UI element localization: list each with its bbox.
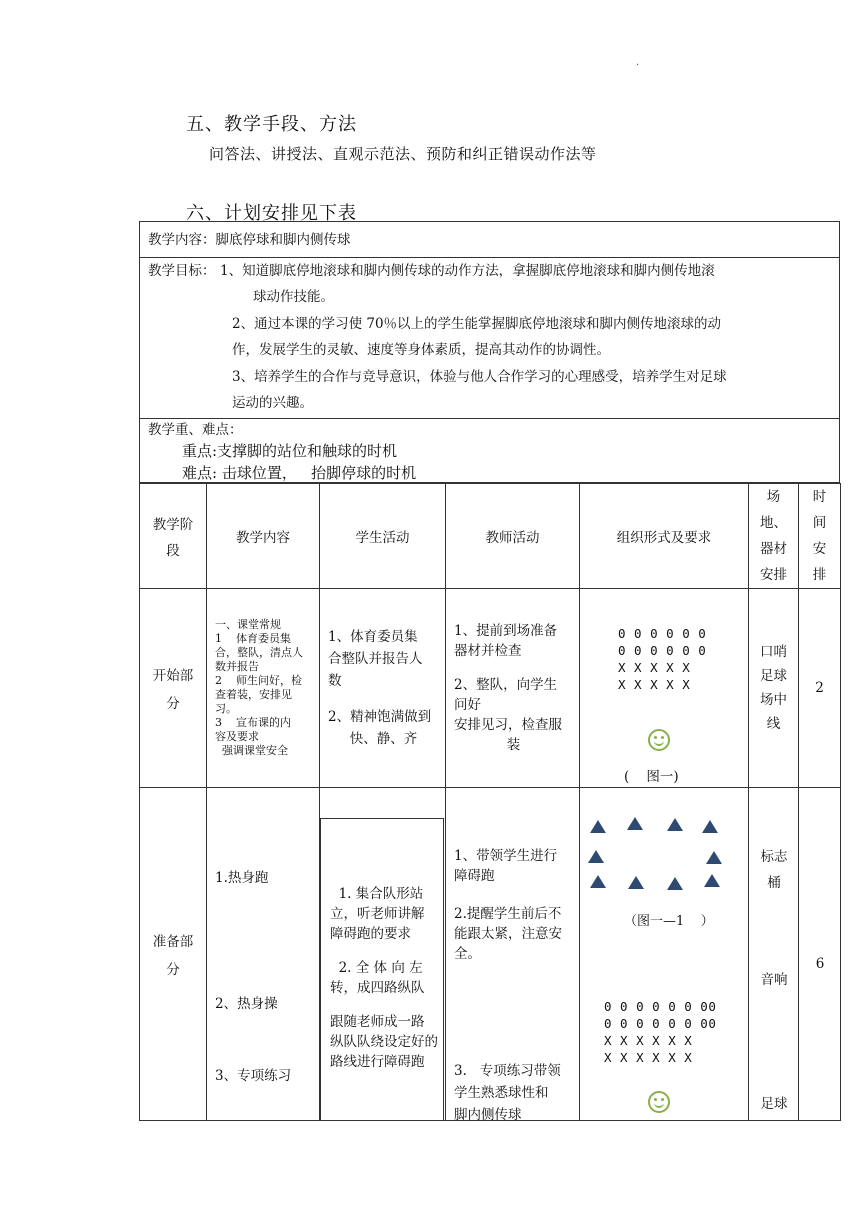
goal-3-line-2: 运动的兴趣。: [232, 395, 313, 411]
page-mark: ·: [636, 60, 640, 71]
header-stage: 教学阶 段: [140, 484, 207, 589]
prep-student-3: 跟随老师成一路 纵队队绕设定好的 路线进行障碍跑: [330, 1014, 438, 1070]
smiley-icon: [648, 729, 670, 751]
prep-row: [140, 788, 841, 1121]
prep-item-3: 3、专项练习: [215, 1068, 292, 1084]
prep-teacher-1: 1、带领学生进行 障碍跑: [454, 848, 558, 884]
prep-caption: （图一—1 ）: [624, 914, 714, 929]
header-venue: 场 地、 器材 安排: [749, 484, 799, 589]
goal-3-line-1: 3、培养学生的合作与竞导意识，体验与他人合作学习的心理感受，培养学生对足球: [232, 369, 727, 385]
key-label: 教学重、难点：: [148, 422, 243, 438]
section5-text: 问答法、讲授法、直观示范法、预防和纠正错误动作法等: [209, 145, 597, 163]
prep-venue-1: 标志 桶: [760, 849, 788, 891]
start-org: [580, 589, 749, 788]
prep-item-2: 2、热身操: [215, 996, 278, 1012]
prep-venue-3: 足球: [760, 1096, 788, 1112]
lesson-plan-table: [139, 483, 841, 1121]
header-org: 组织形式及要求: [580, 484, 749, 589]
goal-2-line-1: 2、通过本课的学习使 70％以上的学生能掌握脚底停地滚球和脚内侧传地滚球的动: [232, 316, 722, 332]
goal-1-line-2: 球动作技能。: [253, 289, 334, 305]
prep-stage: 准备部 分: [140, 788, 207, 1121]
start-teacher: 1、提前到场准备 器材并检查 2、整队，向学生 问好 安排见习，检查服 装: [446, 589, 580, 788]
prep-teacher-2: 2.提醒学生前后不 能跟太紧，注意安 全。: [454, 906, 562, 962]
cone-icon: [702, 820, 718, 833]
start-formation: 0 0 0 0 0 0 0 0 0 0 0 0 X X X X X X X X X X: [618, 626, 707, 692]
prep-time: 6: [799, 788, 841, 1121]
cone-icon: [627, 817, 643, 830]
plan-header-block: [139, 221, 840, 483]
start-content: 一、课堂常规 1 体育委员集 合，整队，清点人 数并报告 2 师生问好，检 查着装，安排见 习。 3 宣布课的内 容及要求 强调课堂安全: [207, 589, 320, 788]
smiley-icon: [648, 1091, 670, 1113]
cone-icon: [590, 820, 606, 833]
header-row: [140, 484, 841, 589]
prep-content: [207, 788, 320, 1121]
key-point: 重点:支撑脚的站位和触球的时机: [182, 442, 398, 460]
goals-label: 教学目标：: [148, 263, 216, 279]
prep-student: [320, 788, 446, 1121]
prep-venue-2: 音响: [760, 972, 788, 988]
cone-icon: [667, 877, 683, 890]
start-stage: 开始部 分: [140, 589, 207, 788]
content-row: 教学内容：脚底停球和脚内侧传球: [148, 232, 351, 248]
cone-icon: [667, 818, 683, 831]
prep-venue: [749, 788, 799, 1121]
prep-formation: 0 0 0 0 0 0 00 0 0 0 0 0 0 00 X X X X X X X X X X X X: [604, 999, 717, 1065]
start-venue: 口哨 足球 场中 线: [749, 589, 799, 788]
cone-icon: [704, 874, 720, 887]
goal-1-line-1: 1、知道脚底停地滚球和脚内侧传球的动作方法，拿握脚底停地滚球和脚内侧传地滚: [220, 263, 715, 279]
start-row: [140, 589, 841, 788]
cone-icon: [706, 851, 722, 864]
prep-student-1: 1. 集合队形站 立，听老师讲解 障碍跑的要求: [330, 886, 425, 942]
prep-org: [580, 788, 749, 1121]
section6-heading: 六、计划安排见下表: [186, 203, 357, 224]
start-student: 1、体育委员集 合整队并报告人 数 2、精神饱满做到 快、静、齐: [320, 589, 446, 788]
start-caption: ( 图一): [624, 769, 679, 785]
cone-icon: [588, 850, 604, 863]
difficulty: 难点: 击球位置， 抬脚停球的时机: [182, 464, 417, 482]
prep-teacher-3: 3. 专项练习带领 学生熟悉球性和 脚内侧传球: [454, 1063, 561, 1123]
start-time: 2: [799, 589, 841, 788]
prep-student-2: 2. 全 体 向 左 转，成四路纵队: [330, 960, 425, 996]
prep-teacher: [446, 788, 580, 1121]
header-time: 时 间 安 排: [799, 484, 841, 589]
header-student: 学生活动: [320, 484, 446, 589]
header-teacher: 教师活动: [446, 484, 580, 589]
cone-icon: [590, 875, 606, 888]
prep-item-1: 1.热身跑: [215, 870, 269, 886]
header-content: 教学内容: [207, 484, 320, 589]
cone-icon: [628, 876, 644, 889]
goal-2-line-2: 作，发展学生的灵敏、速度等身体素质，提高其动作的协调性。: [232, 342, 610, 358]
section5-heading: 五、教学手段、方法: [186, 114, 357, 135]
